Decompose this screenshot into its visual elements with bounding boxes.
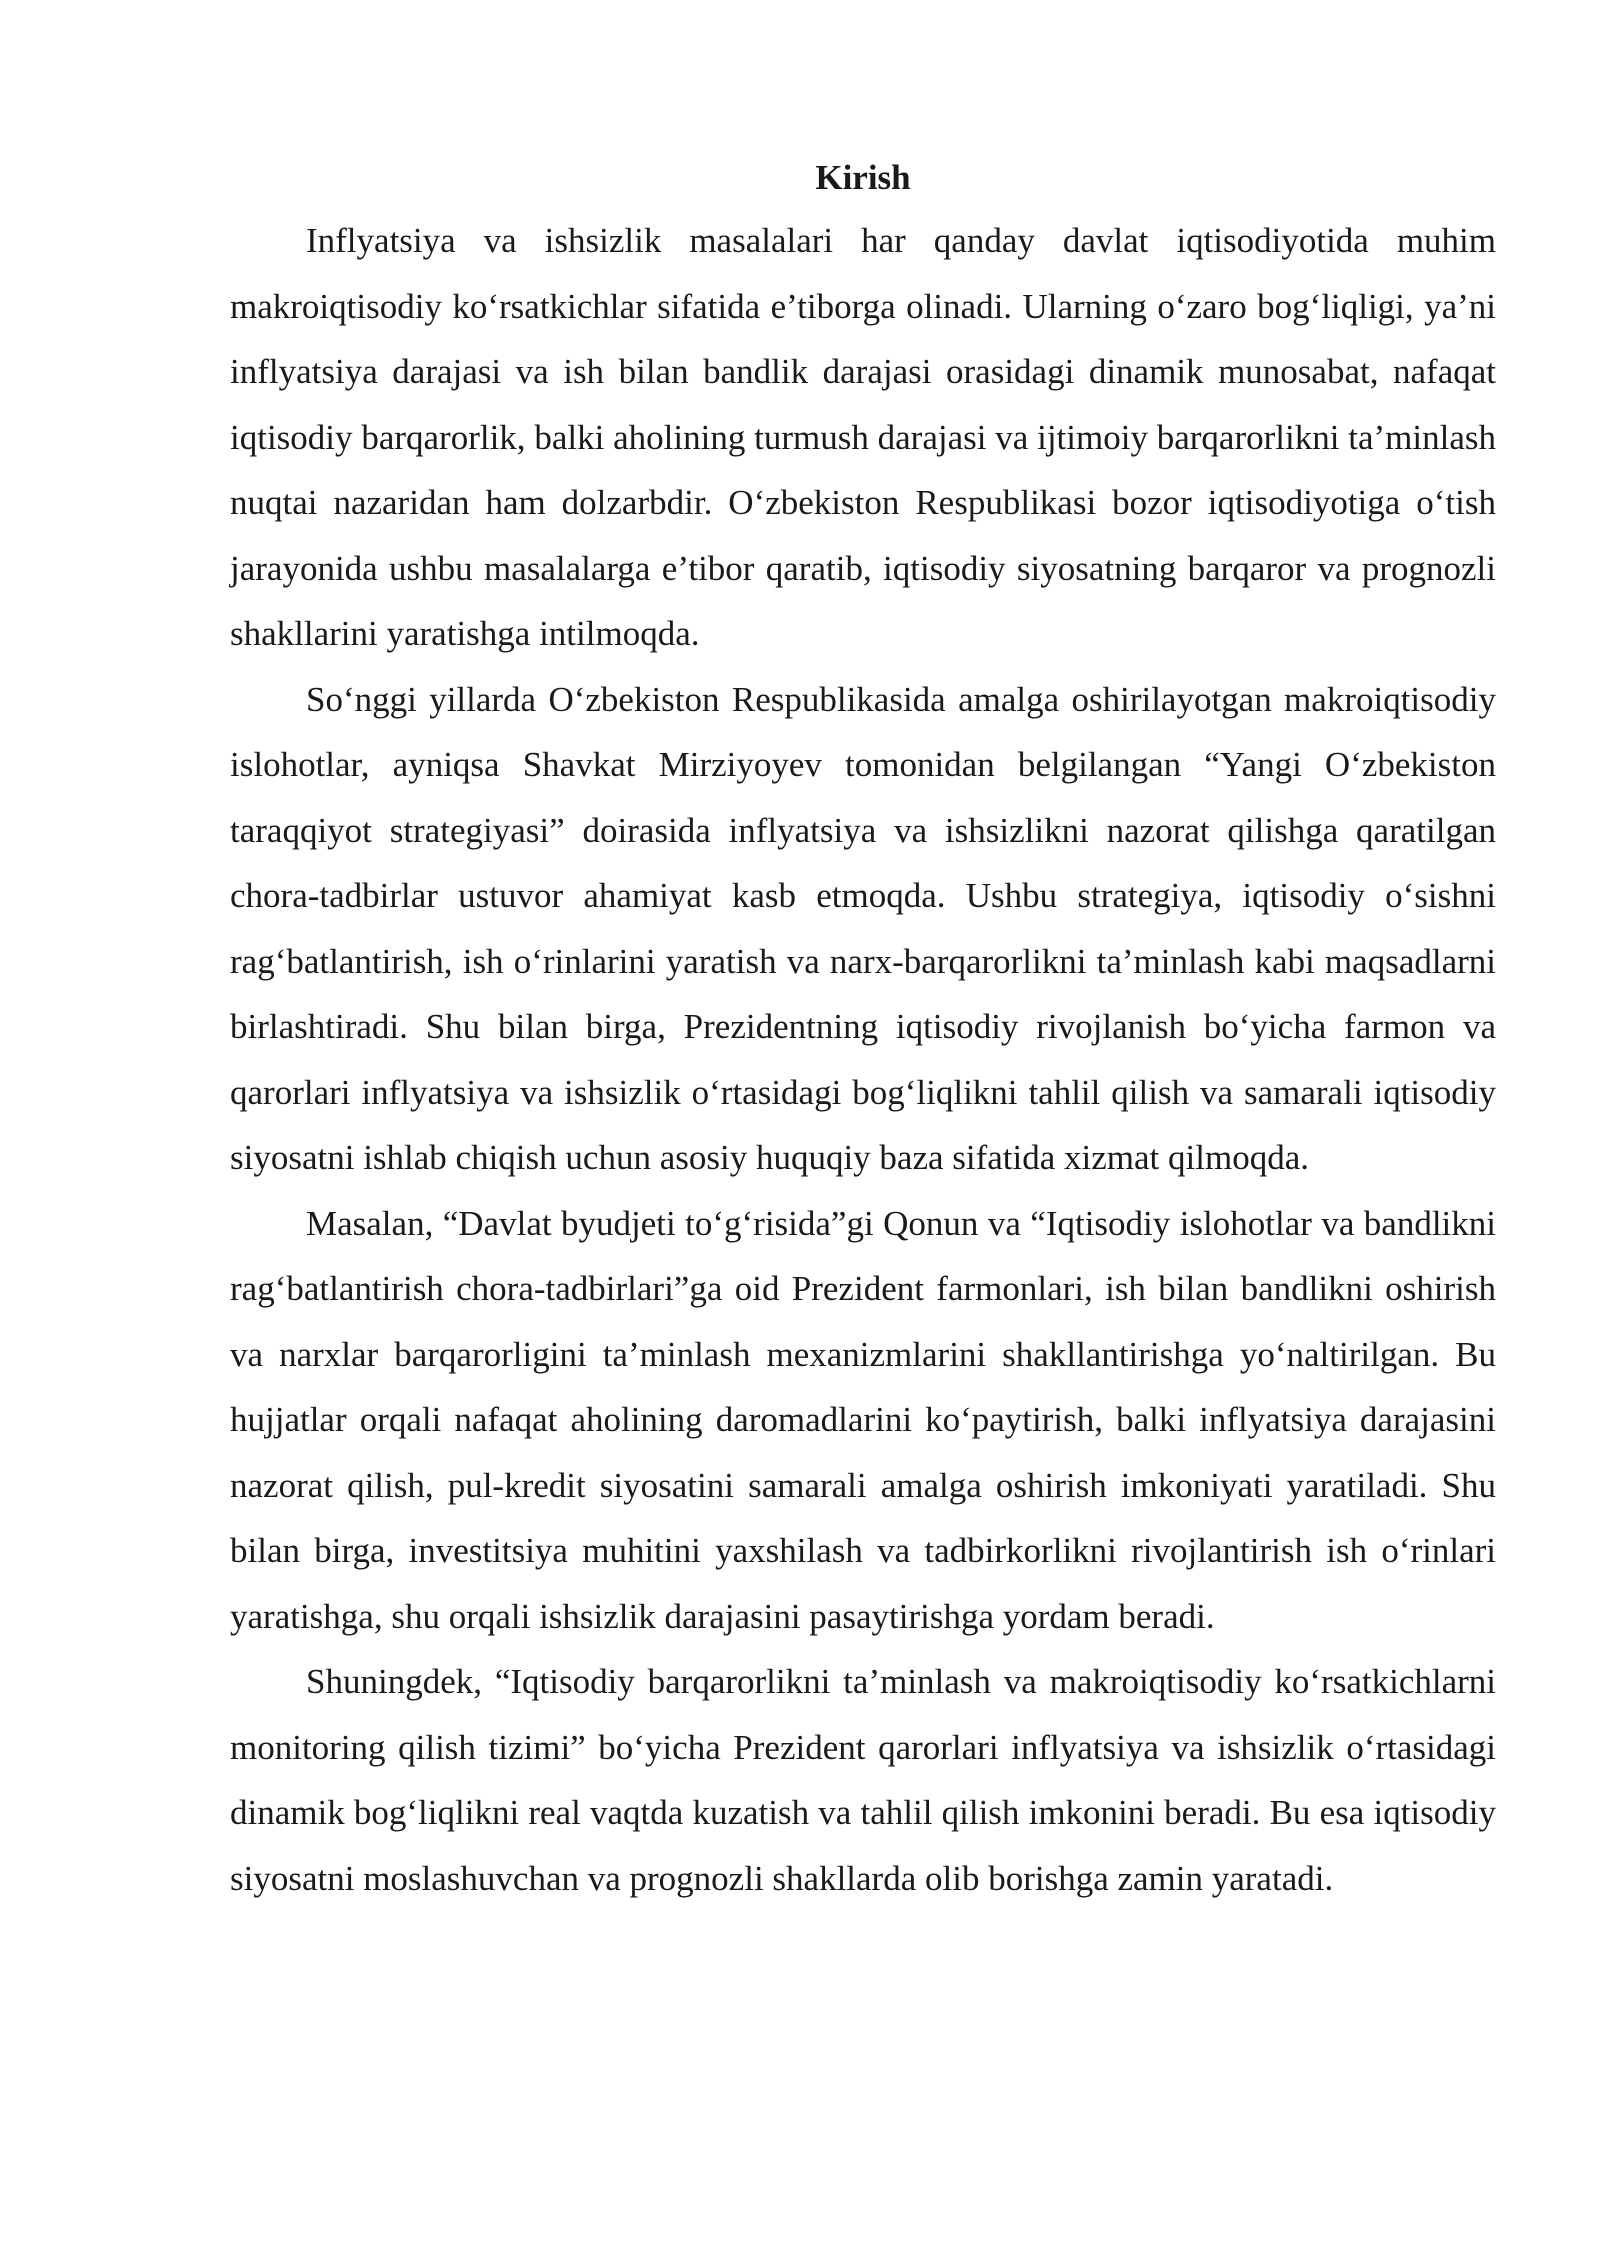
page-title: Kirish <box>815 158 911 197</box>
paragraph-3: Masalan, “Davlat byudjeti to‘g‘risida”gi Qonun va “Iqtisodiy islohotlar va bandlikni rag‘batlantirish chora-tadbirlari”ga oid Prezident farmonlari, ish bilan bandlikni oshirish va narxlar barqarorligini ta’minlash mexanizmlarini shakllantirishga yo‘naltirilgan. Bu hujjatlar orqali nafaqat aholining daromadlarini ko‘paytirish, balki inflyatsiya darajasini nazorat qilish, pul-kredit siyosatini samarali amalga oshirish imkoniyati yaratiladi. Shu bilan birga, investitsiya muhitini yaxshilash va tadbirkorlikni rivojlantirish ish o‘rinlari yaratishga, shu orqali ishsizlik darajasini pasaytirishga yordam beradi. <box>230 1203 1496 1636</box>
document-page <box>230 148 1496 1911</box>
paragraph-4: Shuningdek, “Iqtisodiy barqarorlikni ta’minlash va makroiqtisodiy ko‘rsatkichlarni monitoring qilish tizimi” bo‘yicha Prezident qarorlari inflyatsiya va ishsizlik o‘rtasidagi dinamik bog‘liqlikni real vaqtda kuzatish va tahlil qilish imkonini beradi. Bu esa iqtisodiy siyosatni moslashuvchan va prognozli shakllarda olib borishga zamin yaratadi. <box>230 1662 1496 1898</box>
paragraph-1: Inflyatsiya va ishsizlik masalalari har qanday davlat iqtisodiyotida muhim makroiqtisodiy ko‘rsatkichlar sifatida e’tiborga olinadi. Ularning o‘zaro bog‘liqligi, ya’ni inflyatsiya darajasi va ish bilan bandlik darajasi orasidagi dinamik munosabat, nafaqat iqtisodiy barqarorlik, balki aholining turmush darajasi va ijtimoiy barqarorlikni ta’minlash nuqtai nazaridan ham dolzarbdir. O‘zbekiston Respublikasi bozor iqtisodiyotiga o‘tish jarayonida ushbu masalalarga e’tibor qaratib, iqtisodiy siyosatning barqaror va prognozli shakllarini yaratishga intilmoqda. <box>230 221 1496 653</box>
paragraph-2: So‘nggi yillarda O‘zbekiston Respublikasida amalga oshirilayotgan makroiqtisodiy islohotlar, ayniqsa Shavkat Mirziyoyev tomonidan belgilangan “Yangi O‘zbekiston taraqqiyot strategiyasi” doirasida inflyatsiya va ishsizlikni nazorat qilishga qaratilgan chora-tadbirlar ustuvor ahamiyat kasb etmoqda. Ushbu strategiya, iqtisodiy o‘sishni rag‘batlantirish, ish o‘rinlarini yaratish va narx-barqarorlikni ta’minlash kabi maqsadlarni birlashtiradi. Shu bilan birga, Prezidentning iqtisodiy rivojlanish bo‘yicha farmon va qarorlari inflyatsiya va ishsizlik o‘rtasidagi bog‘liqlikni tahlil qilish va samarali iqtisodiy siyosatni ishlab chiqish uchun asosiy huquqiy baza sifatida xizmat qilmoqda. <box>230 679 1496 1177</box>
